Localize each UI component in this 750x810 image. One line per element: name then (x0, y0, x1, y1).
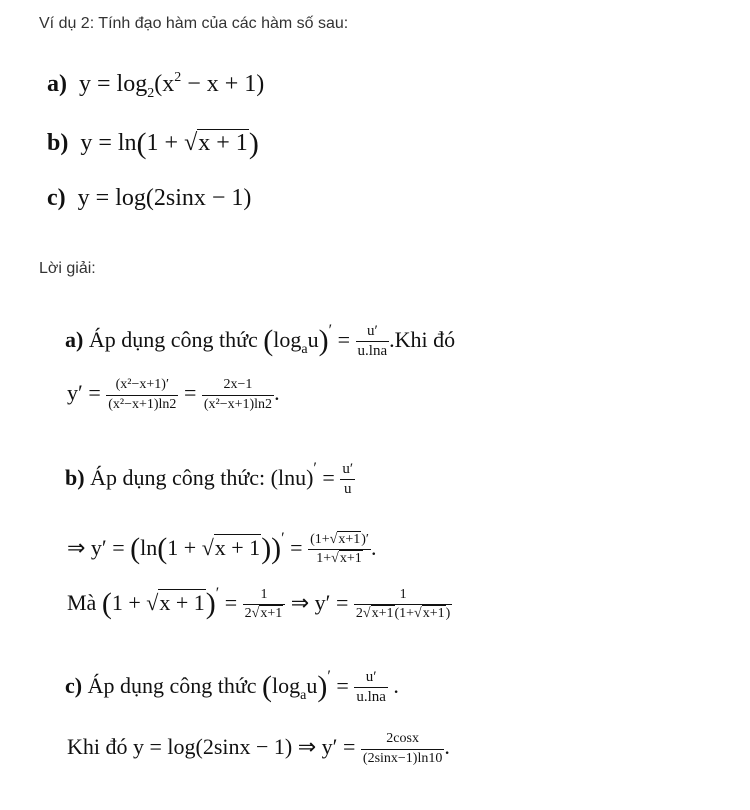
solution-b-text: Áp dụng công thức: (90, 465, 266, 490)
problem-c (47, 185, 251, 212)
solution-a-text: Áp dụng công thức (88, 327, 258, 352)
solution-c-line2-prefix: Khi đó (67, 734, 128, 760)
solution-b-line3: Mà (1 + √x + 1)′ = $\frac{1}{2√x+1}$ ⇒ y′ = $\frac{1}{2√x+1(1+√x+1)}$ (67, 585, 451, 622)
solution-a-formula: $(\log_au)'$ = $\frac{u'}{u.\ln a}$ (263, 322, 388, 360)
solution-a-line2: y′ = $\frac{\text{(x²−x+1)′}}{\text{(x²−x+1)ln2}}$ = $\frac{2x-1}{\text{(x²−x+1)ln2}}$ . (67, 377, 280, 412)
solution-c-text: Áp dụng công thức (87, 673, 257, 698)
solution-c-label: c) (65, 673, 83, 698)
problem-a (47, 70, 264, 102)
solution-b-line3-prefix: Mà (67, 590, 97, 615)
solution-a-line1 (65, 322, 455, 360)
solution-a-after: .Khi đó (389, 327, 456, 352)
solution-b-line2: ⇒ y′ = (ln(1 + √x + 1))′ = $\frac{(1+√x+1)'}{1+√x+1}$ . (67, 530, 377, 567)
problem-a-label: a) (47, 71, 67, 97)
problem-b-expr: y = ln(1 + √x + 1) (80, 127, 259, 160)
solution-a-label: a) (65, 327, 84, 352)
solution-b-line1 (65, 460, 355, 498)
problem-a-expr: $y = \log_2(x^2 - x + 1)$ (79, 70, 265, 101)
solution-b-formula: (lnu)′ = $\frac{u'}{u}$ (270, 460, 354, 498)
solution-heading: Lời giải: (39, 260, 96, 277)
solution-c-formula: $(\log_au)'$ = $\frac{u'}{u.\ln a}$ . (262, 668, 399, 706)
solution-c-line2: Khi đó y = log(2sinx − 1) ⇒ y′ = $\frac{2\cos x}{(2\sin x-1)\ln 10}$ . (67, 731, 450, 766)
intro-text: Ví dụ 2: Tính đạo hàm của các hàm số sau: (39, 15, 349, 32)
solution-c-line1 (65, 668, 399, 706)
problem-b-label: b) (47, 130, 69, 156)
solution-b-label: b) (65, 465, 85, 490)
problem-b (47, 127, 259, 161)
problem-c-label: c) (47, 185, 66, 211)
problem-c-expr: y = log(2sinx − 1) (77, 185, 252, 211)
